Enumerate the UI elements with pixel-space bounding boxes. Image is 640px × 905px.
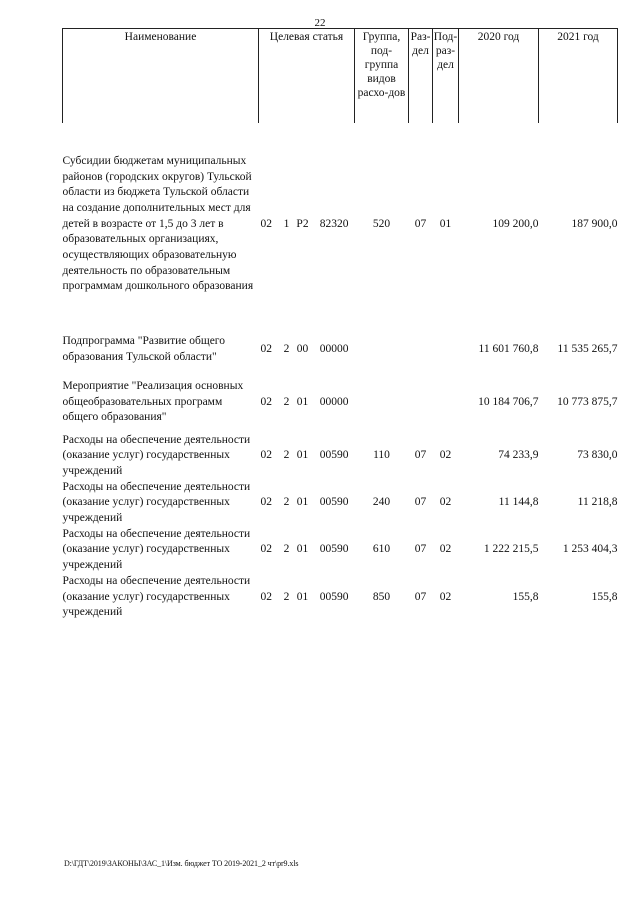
page-number: 22 [314, 17, 326, 29]
row-expense-group: 110 [373, 449, 390, 462]
target-article-part: 02 [260, 543, 272, 556]
row-amount-2020: 74 233,9 [498, 449, 539, 462]
row-amount-2020: 11 144,8 [498, 496, 539, 509]
target-article-part: 02 [260, 590, 272, 603]
row-name: Расходы на обеспечение деятельности (оказание услуг) государственных учреждений [62, 574, 251, 619]
header-name: Наименование [63, 29, 259, 123]
row-name: Расходы на обеспечение деятельности (оказание услуг) государственных учреждений [62, 480, 251, 525]
target-article-part: 01 [296, 496, 309, 509]
row-subsection [433, 327, 459, 373]
target-article-part: 02 [260, 496, 272, 509]
table-row [63, 327, 618, 373]
target-article-part: 2 [283, 543, 290, 556]
table-row [63, 373, 618, 433]
row-target-article [259, 574, 355, 621]
header-expense-group: Группа, под-группа видов расхо-дов [355, 29, 409, 123]
target-article-part: 1 [283, 217, 290, 230]
row-amount-2021: 187 900,0 [571, 217, 618, 230]
row-target-article [259, 527, 355, 574]
target-article-code [259, 342, 355, 358]
target-article-part: 82320 [319, 217, 349, 230]
row-section [409, 327, 433, 373]
row-amount-2020: 109 200,0 [492, 217, 539, 230]
row-amount-2020: 155,8 [512, 590, 539, 603]
row-target-article [259, 373, 355, 433]
target-article-code [259, 395, 355, 411]
table-row [63, 574, 618, 621]
target-article-part: 00590 [319, 543, 349, 556]
row-amount-2021: 73 830,0 [577, 449, 618, 462]
row-name: Расходы на обеспечение деятельности (оказание услуг) государственных учреждений [62, 527, 251, 572]
header-subsection: Под-раз-дел [433, 29, 459, 123]
row-amount-2021: 11 535 265,7 [557, 342, 618, 355]
row-expense-group [355, 373, 409, 433]
target-article-part: 00590 [319, 496, 349, 509]
row-name: Субсидии бюджетам муниципальных районов (городских округов) Тульской области из бюджета Тульской области на создание дополнительных мест для детей в возрасте от 1,5 до 3 лет в образовательных организациях, осуществляющих образовательную деятельность по образовательным программам дошкольного образования [62, 154, 254, 293]
header-2020: 2020 год [459, 29, 539, 123]
row-expense-group: 610 [372, 543, 391, 556]
row-target-article [259, 123, 355, 327]
row-expense-group [355, 327, 409, 373]
target-article-code [259, 448, 355, 464]
row-amount-2021: 10 773 875,7 [557, 395, 618, 408]
row-target-article [259, 327, 355, 373]
row-amount-2021: 155,8 [591, 590, 618, 603]
row-section [409, 373, 433, 433]
table-row [63, 527, 618, 574]
row-subsection: 02 [439, 496, 452, 509]
target-article-part: 2 [283, 496, 290, 509]
row-amount-2021: 1 253 404,3 [562, 543, 618, 556]
target-article-part: P2 [296, 217, 309, 230]
row-section: 07 [414, 449, 427, 462]
row-expense-group: 520 [372, 217, 391, 230]
row-expense-group: 240 [372, 496, 391, 509]
target-article-part: 2 [283, 342, 290, 355]
row-name: Расходы на обеспечение деятельности (оказание услуг) государственных учреждений [62, 433, 251, 477]
target-article-part: 00 [296, 342, 309, 355]
header-section: Раз-дел [409, 29, 433, 123]
row-subsection: 02 [439, 590, 452, 603]
table-row [63, 480, 618, 527]
row-section: 07 [414, 590, 427, 603]
row-name: Подпрограмма "Развитие общего образования Тульской области" [62, 334, 225, 363]
target-article-part: 02 [260, 342, 272, 355]
target-article-part: 02 [260, 395, 272, 408]
target-article-part: 01 [296, 590, 309, 603]
row-section: 07 [414, 217, 427, 230]
header-target-article: Целевая статья [259, 29, 355, 123]
table-row [63, 433, 618, 480]
target-article-part: 01 [296, 543, 309, 556]
file-path-footer: D:\ГДТ\2019\ЗАКОНЫ\ЗАС_1\Изм. бюджет ТО 2019-2021_2 чт\pr9.xls [64, 859, 299, 868]
row-subsection: 01 [439, 217, 452, 230]
target-article-part: 00000 [319, 395, 349, 408]
row-section: 07 [414, 496, 427, 509]
row-amount-2020: 10 184 706,7 [478, 395, 539, 408]
target-article-part: 01 [296, 449, 309, 462]
target-article-code [259, 590, 355, 606]
target-article-code [259, 495, 355, 511]
row-subsection: 02 [439, 449, 452, 462]
target-article-part: 01 [296, 395, 309, 408]
row-subsection: 02 [439, 543, 452, 556]
table-header-row [63, 29, 618, 123]
target-article-part: 02 [260, 217, 272, 230]
target-article-part: 00590 [319, 449, 349, 462]
budget-table [62, 28, 618, 621]
target-article-part: 02 [260, 449, 272, 462]
row-amount-2020: 1 222 215,5 [483, 543, 539, 556]
row-name: Мероприятие "Реализация основных общеобразовательных программ общего образования" [62, 379, 244, 424]
row-amount-2020: 11 601 760,8 [478, 342, 539, 355]
target-article-part: 2 [283, 395, 290, 408]
target-article-part: 2 [283, 449, 290, 462]
target-article-code [259, 542, 355, 558]
table-row [63, 123, 618, 327]
target-article-part: 00590 [319, 590, 349, 603]
row-subsection [433, 373, 459, 433]
target-article-part: 00000 [319, 342, 349, 355]
row-target-article [259, 480, 355, 527]
target-article-part: 2 [283, 590, 290, 603]
target-article-code [259, 217, 355, 233]
row-amount-2021: 11 218,8 [577, 496, 618, 509]
header-2021: 2021 год [539, 29, 618, 123]
row-section: 07 [414, 543, 427, 556]
row-expense-group: 850 [372, 590, 391, 603]
row-target-article [259, 433, 355, 480]
